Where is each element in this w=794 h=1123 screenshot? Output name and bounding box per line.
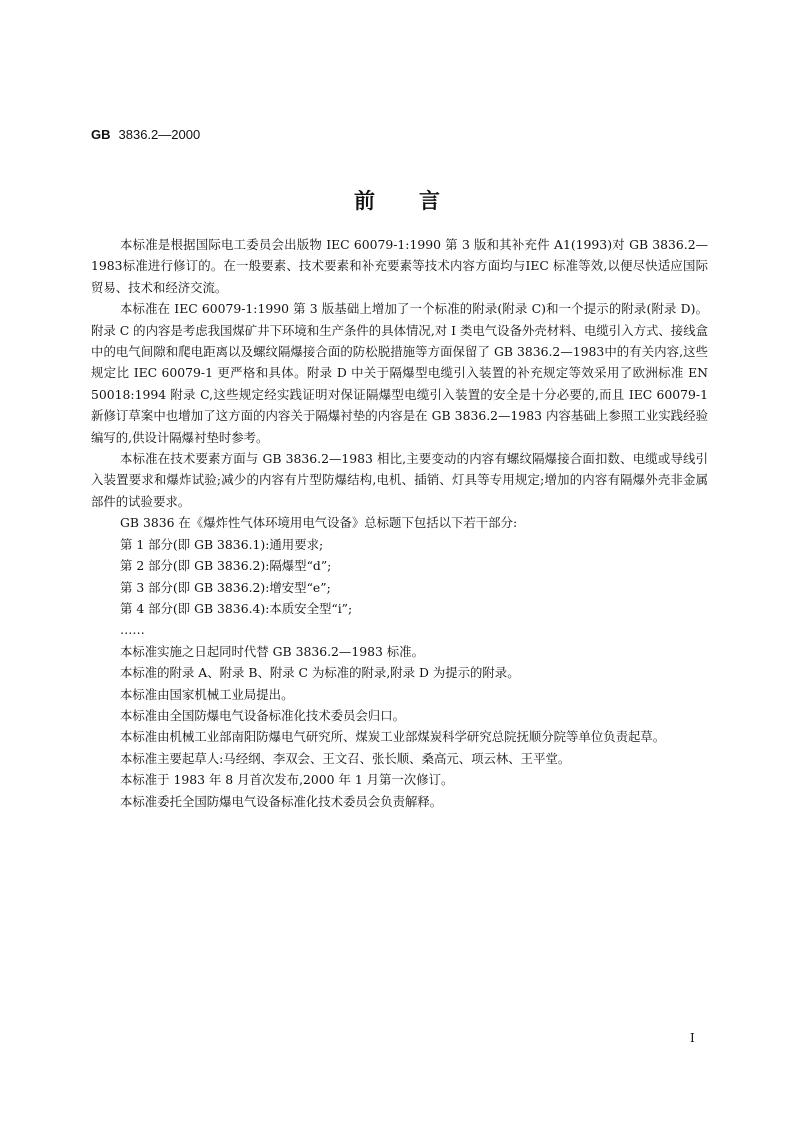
foreword-body (91, 234, 708, 812)
paragraph-interpretation: 本标准委托全国防爆电气设备标准化技术委员会负责解释。 (120, 793, 443, 809)
paragraph-centralized-by: 本标准由全国防爆电气设备标准化技术委员会归口。 (120, 707, 405, 723)
paragraph-changes: 本标准在技术要素方面与 GB 3836.2—1983 相比,主要变动的内容有螺纹隔爆接合面扣数、电缆或导线引入装置要求和爆炸试验;减少的内容有片型防爆结构,电机、插销、灯具等专用规定;增加的内容有隔爆外壳非金属部件的试验要求。 (91, 451, 708, 509)
page-title: 前言 (354, 189, 484, 213)
document-code (91, 127, 200, 143)
document-code-number: 3836.2—2000 (118, 127, 201, 142)
list-item-part-2: 第 2 部分(即 GB 3836.2):隔爆型“d”; (120, 558, 332, 574)
paragraph-series-intro: GB 3836 在《爆炸性气体环境用电气设备》总标题下包括以下若干部分: (120, 515, 518, 531)
document-code-prefix: GB (91, 127, 111, 142)
paragraph-appendix-types: 本标准的附录 A、附录 B、附录 C 为标准的附录,附录 D 为提示的附录。 (120, 665, 520, 681)
page-number: I (690, 1031, 695, 1045)
list-ellipsis: …… (120, 622, 145, 638)
paragraph-history: 本标准于 1983 年 8 月首次发布,2000 年 1 月第一次修订。 (120, 772, 454, 788)
paragraph-drafted-by: 本标准由机械工业部南阳防爆电气研究所、煤炭工业部煤炭科学研究总院抚顺分院等单位负责起草。 (120, 729, 666, 745)
paragraph-appendices: 本标准在 IEC 60079-1:1990 第 3 版基础上增加了一个标准的附录(附录 C)和一个提示的附录(附录 D)。附录 C 的内容是考虑我国煤矿井下环境和生产条件的具体情况,对 Ⅰ 类电气设备外壳材料、电缆引入方式、接线盒中的电气间隙和爬电距离以及螺纹隔爆接合面的防松脱措施等方面保留了 GB 3836.2—1983中的有关内容,这些规定比 IEC 60079-1 更严格和具体。附录 D 中关于隔爆型电缆引入装置的补充规定等效采用了欧洲标准 EN 50018:1994 附录 C,这些规定经实践证明对保证隔爆型电缆引入装置的安全是十分必要的,而且 IEC 60079-1 新修订草案中也增加了这方面的内容关于隔爆衬垫的内容是在 GB 3836.2—1983 内容基础上参照工业实践经验编写的,供设计隔爆衬垫时参考。 (91, 301, 708, 445)
paragraph-basis: 本标准是根据国际电工委员会出版物 IEC 60079-1:1990 第 3 版和其补充件 A1(1993)对 GB 3836.2—1983标准进行修订的。在一般要素、技术要素和补充要素等技术内容方面均与IEC 标准等效,以便尽快适应国际贸易、技术和经济交流。 (91, 237, 708, 295)
paragraph-replaces: 本标准实施之日起同时代替 GB 3836.2—1983 标准。 (120, 643, 424, 659)
paragraph-drafters: 本标准主要起草人:马经纲、李双会、王文召、张长顺、桑高元、项云林、王平堂。 (120, 750, 571, 766)
paragraph-proposed-by: 本标准由国家机械工业局提出。 (120, 686, 294, 702)
list-item-part-1: 第 1 部分(即 GB 3836.1):通用要求; (120, 536, 324, 552)
list-item-part-3: 第 3 部分(即 GB 3836.2):增安型“e”; (120, 579, 331, 595)
list-item-part-4: 第 4 部分(即 GB 3836.4):本质安全型“i”; (120, 600, 353, 616)
